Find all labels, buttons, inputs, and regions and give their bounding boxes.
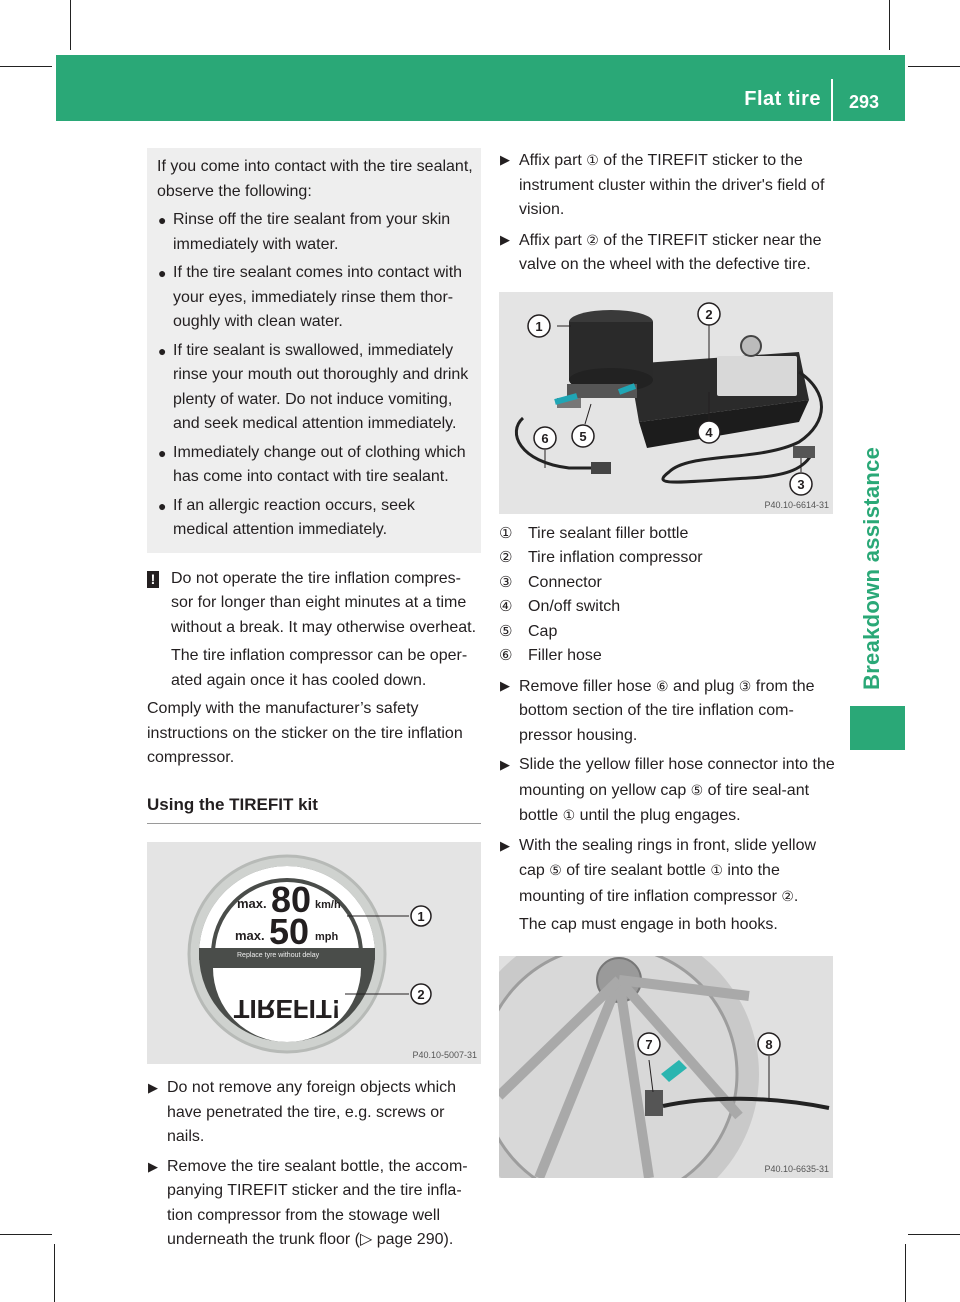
figure-callout: 2 bbox=[705, 306, 713, 322]
sticker-unit-kmh: km/h bbox=[315, 899, 341, 911]
side-tab-marker bbox=[850, 706, 905, 750]
step-text: Remove the tire sealant bottle, the accom-panying TIREFIT sticker and the tire infla-tion compressor from the stowage well underneath the trunk floor (▷ page 290). bbox=[167, 1157, 468, 1248]
crop-mark bbox=[908, 66, 960, 67]
warning-intro: If you come into contact with the tire sealant, observe the following: bbox=[157, 158, 473, 200]
arrow-icon: ▶ bbox=[500, 757, 510, 772]
sticker-speed-mph: 50 bbox=[269, 911, 310, 952]
callout-ref: ⑤ bbox=[690, 781, 704, 798]
step-text: into the mounting of tire inflation compressor bbox=[519, 862, 782, 905]
callout-ref: ⑤ bbox=[499, 622, 513, 640]
callout-ref: ⑥ bbox=[499, 647, 513, 664]
list-item bbox=[147, 1155, 481, 1253]
callout-ref: ① bbox=[586, 152, 599, 168]
tirefit-sticker-figure bbox=[147, 842, 481, 1064]
list-item bbox=[147, 1076, 481, 1150]
callout-ref: ② bbox=[781, 887, 794, 904]
legend-item bbox=[499, 522, 835, 547]
list-item bbox=[157, 339, 473, 437]
figure-code: P40.10-6614-31 bbox=[764, 499, 829, 510]
figure-callout: 3 bbox=[797, 476, 805, 492]
crop-mark bbox=[0, 1234, 52, 1235]
tirefit-kit-figure bbox=[499, 292, 833, 514]
legend-list bbox=[499, 522, 835, 669]
crop-mark bbox=[889, 0, 890, 50]
step-text: . bbox=[793, 887, 799, 905]
warning-box bbox=[147, 148, 481, 553]
figure-code: P40.10-6635-31 bbox=[764, 1163, 829, 1174]
bullet-icon: ● bbox=[158, 265, 167, 281]
list-item bbox=[499, 674, 835, 749]
header-bar bbox=[56, 55, 905, 121]
cap-note: The cap must engage in both hooks. bbox=[519, 916, 778, 933]
step-text: With the sealing rings in front, slide yellow cap bbox=[519, 836, 817, 879]
header-divider bbox=[831, 79, 833, 121]
bullet-text: Immediately change out of clothing which has come into contact with tire sealant. bbox=[173, 443, 466, 485]
caution-text: Do not operate the tire inflation compres-sor for longer than eight minutes at a time without a break. It may otherwise overheat. bbox=[171, 569, 477, 636]
step-text: until the plug engages. bbox=[575, 807, 741, 824]
left-column bbox=[147, 148, 481, 1253]
bullet-icon: ● bbox=[158, 497, 167, 514]
legend-item bbox=[499, 620, 835, 645]
legend-item bbox=[499, 546, 835, 571]
bullet-text: If tire sealant is swallowed, immediately rinse your mouth out thoroughly and drink plenty of water. Do not induce vomiting, and seek medical attention immediately. bbox=[173, 341, 469, 432]
crop-mark bbox=[0, 66, 52, 67]
figure-callout: 6 bbox=[541, 430, 549, 446]
arrow-icon: ▶ bbox=[148, 1158, 158, 1174]
arrow-icon: ▶ bbox=[500, 231, 510, 247]
step-text: Slide the yellow filler hose connector into the mounting on yellow cap bbox=[519, 756, 835, 799]
list-item bbox=[157, 208, 473, 257]
figure-callout: 5 bbox=[579, 428, 587, 444]
crop-mark bbox=[905, 1244, 906, 1302]
sticker-replace-text: Replace tyre without delay bbox=[237, 952, 320, 959]
legend-label: Tire inflation compressor bbox=[528, 549, 703, 566]
figure-callout: 1 bbox=[535, 318, 543, 334]
step-text: Affix part bbox=[519, 152, 587, 169]
side-tab-label: Breakdown assistance bbox=[859, 446, 884, 690]
list-item bbox=[157, 494, 473, 543]
crop-mark bbox=[54, 1244, 55, 1302]
wheel-valve-figure bbox=[499, 956, 833, 1178]
legend-label: On/off switch bbox=[528, 598, 621, 615]
figure-callout: 2 bbox=[417, 987, 425, 1002]
legend-label: Cap bbox=[528, 622, 558, 640]
arrow-icon: ▶ bbox=[148, 1080, 158, 1095]
list-item bbox=[499, 148, 835, 223]
step-text: Affix part bbox=[519, 231, 587, 249]
arrow-icon: ▶ bbox=[500, 152, 510, 167]
bullet-text: If an allergic reaction occurs, seek medical attention immediately. bbox=[173, 496, 415, 538]
callout-ref: ⑤ bbox=[549, 862, 562, 878]
callout-ref: ① bbox=[562, 807, 576, 823]
page-title: Flat tire bbox=[744, 88, 821, 110]
list-item bbox=[157, 261, 473, 335]
sticker-unit-mph: mph bbox=[315, 931, 339, 943]
page-number: 293 bbox=[848, 92, 879, 112]
bullet-icon: ● bbox=[158, 212, 167, 228]
step-text: of tire seal-ant bottle bbox=[519, 781, 810, 824]
sticker-max-label: max. bbox=[237, 896, 267, 911]
callout-ref: ④ bbox=[499, 598, 513, 615]
warning-bullets bbox=[157, 208, 473, 543]
callout-ref: ① bbox=[710, 862, 723, 878]
arrow-icon: ▶ bbox=[500, 837, 510, 853]
figure-callout: 8 bbox=[765, 1036, 773, 1052]
figure-callout: 4 bbox=[705, 424, 713, 440]
step-text: Do not remove any foreign objects which have penetrated the tire, e.g. screws or nails. bbox=[167, 1079, 457, 1145]
step-text: Remove filler hose bbox=[519, 677, 656, 695]
arrow-icon: ▶ bbox=[500, 677, 510, 693]
callout-ref: ② bbox=[586, 231, 599, 248]
legend-label: Tire sealant filler bottle bbox=[528, 524, 689, 542]
crop-mark bbox=[908, 1234, 960, 1235]
bullet-text: If the tire sealant comes into contact with your eyes, immediately rinse them thor-oughly with clean water. bbox=[173, 264, 463, 330]
figure-callout: 1 bbox=[417, 909, 425, 924]
legend-label: Connector bbox=[528, 573, 602, 591]
sticker-max-label: max. bbox=[235, 928, 265, 943]
steps-list bbox=[499, 674, 835, 910]
list-item bbox=[499, 834, 835, 910]
figure-callout: 7 bbox=[645, 1036, 653, 1052]
callout-ref: ⑥ bbox=[655, 677, 669, 694]
list-item bbox=[499, 753, 835, 829]
manufacturer-note: Comply with the manufacturer’s safety instructions on the sticker on the tire inflation compressor. bbox=[147, 700, 463, 766]
callout-ref: ③ bbox=[738, 677, 752, 694]
figure-code: P40.10-5007-31 bbox=[412, 1050, 477, 1060]
list-item bbox=[499, 228, 835, 278]
callout-ref: ② bbox=[499, 549, 513, 566]
sticker-speed-kmh: 80 bbox=[271, 879, 312, 920]
step-text: from the bottom section of the tire inflation com-pressor housing. bbox=[519, 677, 815, 744]
callout-ref: ① bbox=[499, 524, 513, 542]
legend-label: Filler hose bbox=[528, 647, 602, 664]
caution-followup: The tire inflation compressor can be oper-ated again once it has cooled down. bbox=[171, 647, 468, 689]
right-column bbox=[499, 148, 835, 1178]
step-text: and plug bbox=[668, 677, 739, 695]
steps-list bbox=[499, 148, 835, 278]
legend-item bbox=[499, 595, 835, 620]
section-heading: Using the TIREFIT kit bbox=[147, 793, 481, 825]
crop-mark bbox=[70, 0, 71, 50]
bullet-icon: ● bbox=[158, 444, 167, 461]
step-text: of the TIREFIT sticker near the valve on the wheel with the defective tire. bbox=[519, 231, 822, 273]
step-text: of the TIREFIT sticker to the instrument cluster within the driver's field of vision. bbox=[519, 152, 825, 218]
list-item bbox=[157, 441, 473, 490]
legend-item bbox=[499, 644, 835, 669]
callout-ref: ③ bbox=[499, 573, 513, 591]
caution-note bbox=[147, 567, 481, 694]
steps-list bbox=[147, 1076, 481, 1253]
bullet-icon: ● bbox=[158, 342, 167, 359]
legend-item bbox=[499, 571, 835, 596]
exclamation-icon: ! bbox=[147, 571, 159, 588]
sticker-brand: TIREFIT! bbox=[233, 994, 341, 1024]
bullet-text: Rinse off the tire sealant from your skin immediately with water. bbox=[173, 211, 451, 253]
step-text: of tire sealant bottle bbox=[561, 862, 711, 879]
